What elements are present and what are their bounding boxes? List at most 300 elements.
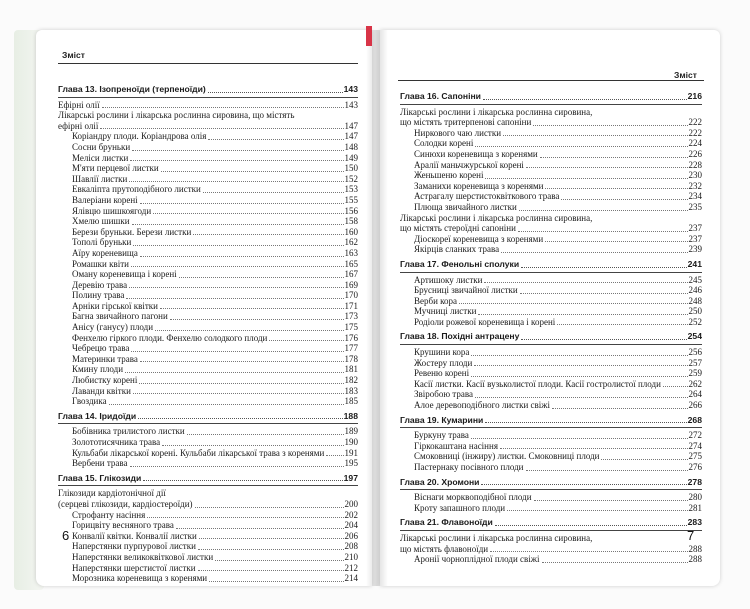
toc-entry-title: (серцеві глікозиди, кардіостероїди): [58, 498, 193, 509]
toc-page-number: 212: [344, 562, 358, 573]
dot-leader: [534, 500, 688, 501]
dot-leader: [471, 438, 688, 439]
toc-entry: [58, 184, 358, 195]
right-page: [380, 30, 720, 586]
dot-leader: [215, 560, 343, 561]
toc-entry: [58, 311, 358, 322]
dot-leader: [545, 241, 687, 242]
toc-entry: [58, 448, 358, 459]
dot-leader: [130, 160, 343, 161]
toc-entry: [58, 174, 358, 185]
dot-leader: [526, 470, 688, 471]
toc-entry-title: Валеріани корені: [72, 194, 138, 205]
toc-entry-title: Тополі бруньки: [72, 237, 132, 248]
toc-entry: [58, 573, 358, 584]
toc-page-number: 189: [344, 426, 358, 437]
toc-page-number: 155: [344, 194, 358, 205]
toc-page-number: 241: [687, 258, 702, 269]
dot-leader: [519, 210, 688, 211]
toc-entry-title: Буркуну трава: [414, 430, 469, 441]
dot-leader: [179, 277, 344, 278]
toc-page-number: 148: [344, 141, 358, 152]
toc-page-number: 214: [344, 573, 358, 584]
toc-entry-title: що містять стероїдні сапоніни: [400, 223, 516, 234]
toc-page-number: 224: [688, 138, 702, 149]
toc-page-number: 288: [688, 543, 702, 554]
dot-leader: [208, 139, 343, 140]
dot-leader: [126, 298, 343, 299]
toc-entry: [58, 531, 358, 542]
toc-page-number: 264: [688, 389, 702, 400]
toc-page-number: 235: [688, 201, 702, 212]
toc-entry: [400, 368, 702, 379]
toc-entry-title: Конвалії квітки. Конвалії листки: [72, 530, 197, 541]
toc-entry-title: Аїру кореневища: [72, 247, 138, 258]
toc-entry: [58, 552, 358, 563]
toc-entry: [58, 437, 358, 448]
toc-entry: [400, 554, 702, 565]
toc-page-number: 188: [343, 410, 358, 421]
toc-page-number: 170: [344, 290, 358, 301]
toc-entry-title: Берези бруньки. Берези листки: [72, 226, 192, 237]
toc-entry: [400, 389, 702, 400]
dot-leader: [518, 231, 688, 232]
toc-entry-title: Лікарські рослини і лікарська рослинна сировина,: [400, 106, 593, 117]
toc-entry-title: Ревеню корені: [414, 368, 470, 379]
dot-leader: [471, 355, 687, 356]
toc-entry: [58, 386, 358, 397]
toc-entry: [58, 100, 358, 111]
dot-leader: [132, 224, 344, 225]
toc-entry: [400, 138, 702, 149]
toc-entry-title: Якірців сланких трава: [414, 244, 500, 255]
toc-page-number: 167: [344, 269, 358, 280]
dot-leader: [160, 308, 344, 309]
toc-page-number: 226: [688, 148, 702, 159]
toc-entry-title: Синюхи кореневища з коренями: [414, 148, 538, 159]
dot-leader: [198, 570, 344, 571]
toc-entry-title: Гвоздика: [72, 396, 107, 407]
toc-page-number: 169: [344, 279, 358, 290]
dot-leader: [203, 192, 344, 193]
toc-page-number: 181: [344, 364, 358, 375]
dot-leader: [503, 135, 687, 136]
toc-entry: [58, 343, 358, 354]
chapter-heading: [58, 473, 358, 487]
toc-entry-title: Горицвіту весняного трава: [72, 520, 174, 531]
dot-leader: [485, 178, 687, 179]
toc-page-number: 150: [344, 163, 358, 174]
toc-entry-title: Анісу (ганусу) плоди: [72, 322, 154, 333]
toc-page-number: 153: [344, 184, 358, 195]
toc-entry: [58, 375, 358, 386]
toc-entry: [400, 181, 702, 192]
toc-entry: [58, 227, 358, 238]
toc-entry-title: Ялівцю шишкоягоди: [72, 205, 152, 216]
toc-page-number: 268: [687, 414, 702, 425]
toc-entry-title: Крушини кора: [414, 347, 470, 358]
toc-page-number: 185: [344, 396, 358, 407]
toc-entry: [400, 441, 702, 452]
toc-entry-title: Сосни бруньки: [72, 141, 131, 152]
dot-leader: [140, 203, 344, 204]
toc-page-number: 143: [343, 84, 358, 94]
left-header-rule: [58, 63, 358, 64]
dot-leader: [459, 303, 687, 304]
toc-entry-title: Чебрецю трава: [72, 343, 130, 354]
toc-entry: [58, 121, 358, 132]
toc-page-number: 202: [344, 509, 358, 520]
toc-entry-title: Артишоку листки: [414, 274, 483, 285]
toc-page-number: 173: [344, 311, 358, 322]
toc-page-number: 149: [344, 152, 358, 163]
left-toc: [58, 80, 358, 584]
toc-entry-title: Глава 20. Хромони: [400, 476, 480, 487]
toc-page-number: 272: [688, 430, 702, 441]
toc-entry-title: Деревію трава: [72, 279, 128, 290]
toc-entry-title: Аралії маньчжурської корені: [414, 159, 524, 170]
dot-leader: [601, 459, 687, 460]
toc-entry: [58, 364, 358, 375]
toc-entry: [58, 541, 358, 552]
toc-entry: [400, 347, 702, 358]
dot-leader: [208, 92, 343, 93]
toc-entry-title: Глава 13. Ізопреноїди (терпеноїди): [58, 84, 206, 94]
right-header-title: Зміст: [674, 70, 697, 80]
toc-entry-title: Золототисячника трава: [72, 437, 161, 447]
chapter-heading: [400, 477, 702, 491]
dot-leader: [542, 562, 688, 563]
toc-entry-title: Брусниці звичайної листки: [414, 285, 518, 296]
chapter-heading: [400, 331, 702, 345]
toc-page-number: 250: [688, 306, 702, 317]
toc-entry: [400, 306, 702, 317]
toc-entry: [58, 153, 358, 164]
toc-entry-title: М'яти перцевої листки: [72, 163, 159, 174]
dot-leader: [663, 386, 688, 387]
dot-leader: [138, 418, 343, 419]
dot-leader: [187, 434, 344, 435]
toc-entry: [58, 237, 358, 248]
toc-entry: [400, 149, 702, 160]
toc-entry-title: Алое деревоподібного листки свіжі: [414, 400, 550, 411]
toc-page-number: 147: [344, 131, 358, 142]
dot-leader: [485, 422, 686, 423]
dot-leader: [557, 324, 687, 325]
toc-entry: [400, 128, 702, 139]
chapter-heading: [400, 91, 702, 105]
chapter-heading: [400, 259, 702, 273]
dot-leader: [471, 376, 687, 377]
toc-entry-title: Шавлії листки: [72, 173, 128, 184]
toc-page-number: 175: [344, 322, 358, 333]
toc-page-number: 280: [688, 492, 702, 503]
dot-leader: [195, 507, 344, 508]
toc-entry-title: Глава 21. Флавоноїди: [400, 517, 493, 528]
dot-leader: [478, 314, 687, 315]
toc-entry-title: Касії листки. Касії вузьколистої плоди. Касії гостролистої плоди: [414, 378, 661, 389]
toc-page-number: 276: [688, 462, 702, 472]
toc-entry: [400, 160, 702, 171]
toc-page-number: 275: [688, 451, 702, 462]
toc-page-number: 204: [344, 520, 358, 531]
dot-leader: [209, 581, 343, 582]
toc-entry-title: Глікозиди кардіотонічної дії: [58, 488, 166, 499]
toc-page-number: 182: [344, 375, 358, 386]
toc-page-number: 197: [343, 472, 358, 483]
toc-entry: [400, 213, 702, 224]
toc-entry-title: Аронії чорноплідної плоди свіжі: [414, 554, 540, 565]
dot-leader: [153, 213, 343, 214]
toc-page-number: 266: [688, 400, 702, 411]
dot-leader: [131, 351, 343, 352]
dot-leader: [170, 319, 344, 320]
toc-page-number: 152: [344, 173, 358, 184]
toc-entry: [400, 202, 702, 213]
toc-page-number: 183: [344, 385, 358, 396]
toc-entry: [400, 191, 702, 202]
toc-entry: [58, 520, 358, 531]
dot-leader: [552, 408, 688, 409]
dot-leader: [521, 339, 686, 340]
toc-entry-title: Меліси листки: [72, 152, 129, 163]
dot-leader: [140, 256, 344, 257]
toc-entry-title: Астрагалу шерстистоквіткового трава: [414, 191, 560, 202]
left-page: [36, 30, 372, 586]
toc-entry-title: Бобівника трилистого листки: [72, 426, 185, 437]
toc-entry-title: Верби кора: [414, 295, 458, 306]
toc-entry-title: Віснаги морквоподібної плоди: [414, 492, 532, 503]
toc-entry-title: Коріандру плоди. Коріандрова олія: [72, 131, 207, 142]
toc-entry: [400, 533, 702, 544]
toc-entry-title: Наперстянки шерстистої листки: [72, 562, 196, 573]
toc-page-number: 232: [688, 180, 702, 191]
left-page-number: 6: [62, 528, 70, 543]
toc-entry: [58, 290, 358, 301]
toc-entry-title: Заманихи кореневища з коренями: [414, 180, 544, 191]
toc-entry: [58, 131, 358, 142]
dot-leader: [109, 404, 344, 405]
dot-leader: [198, 549, 344, 550]
dot-leader: [193, 234, 343, 235]
toc-page-number: 248: [688, 295, 702, 306]
toc-entry: [58, 322, 358, 333]
dot-leader: [495, 525, 687, 526]
toc-page-number: 177: [344, 343, 358, 354]
dot-leader: [475, 397, 688, 398]
toc-entry: [58, 259, 358, 270]
dot-leader: [483, 99, 687, 100]
toc-entry-title: Женьшеню корені: [414, 170, 484, 181]
toc-entry: [58, 426, 358, 437]
toc-page-number: 281: [688, 502, 702, 513]
toc-entry-title: Евкаліпта прутоподібного листки: [72, 184, 201, 195]
toc-entry-title: Глава 18. Похідні антрацену: [400, 331, 520, 342]
toc-entry: [58, 269, 358, 280]
dot-leader: [481, 484, 686, 485]
dot-leader: [133, 245, 343, 246]
dot-leader: [526, 167, 688, 168]
toc-page-number: 208: [344, 541, 358, 552]
toc-page-number: 283: [687, 517, 702, 528]
toc-entry: [400, 400, 702, 411]
toc-page-number: 230: [688, 170, 702, 181]
dot-leader: [521, 267, 687, 268]
toc-entry-title: Наперстянки пурпурової листки: [72, 541, 196, 552]
toc-page-number: 246: [688, 285, 702, 296]
toc-entry-title: Жостеру плоди: [414, 357, 473, 368]
toc-page-number: 257: [688, 357, 702, 368]
dot-leader: [199, 538, 344, 539]
toc-entry: [58, 216, 358, 227]
toc-entry-title: Лікарські рослини і лікарська рослинна сировина,: [400, 532, 593, 543]
toc-entry: [400, 379, 702, 390]
toc-entry-title: Діоскореї кореневища з коренями: [414, 233, 544, 244]
toc-entry-title: Мучниці листки: [414, 306, 477, 317]
toc-page-number: 156: [344, 205, 358, 216]
toc-entry: [400, 223, 702, 234]
toc-entry-title: Плюща звичайного листки: [414, 201, 517, 212]
toc-entry-title: Любистку корені: [72, 375, 138, 386]
toc-entry: [400, 275, 702, 286]
toc-page-number: 200: [344, 498, 358, 509]
toc-page-number: 237: [688, 223, 702, 234]
dot-leader: [102, 107, 344, 108]
toc-page-number: 178: [344, 353, 358, 364]
dot-leader: [484, 282, 687, 283]
dot-leader: [161, 171, 344, 172]
bookmark-ribbon: [366, 26, 372, 46]
toc-entry-title: Гіркокаштана насіння: [414, 440, 498, 451]
toc-entry: [58, 163, 358, 174]
toc-entry: [400, 462, 702, 473]
toc-entry-title: ефірні олії: [58, 120, 99, 131]
dot-leader: [147, 517, 343, 518]
toc-entry: [400, 358, 702, 369]
toc-entry: [400, 234, 702, 245]
toc-page-number: 162: [344, 237, 358, 248]
toc-page-number: 234: [688, 191, 702, 202]
toc-page-number: 210: [344, 551, 358, 562]
toc-entry: [58, 354, 358, 365]
dot-leader: [490, 551, 687, 552]
toc-entry: [400, 117, 702, 128]
toc-entry-title: Материнки трава: [72, 353, 138, 364]
toc-page-number: 288: [688, 554, 702, 565]
toc-entry-title: що містять тритерпенові сапоніни: [400, 117, 532, 128]
toc-page-number: 160: [344, 226, 358, 237]
toc-entry-title: Фенхелю гіркого плоди. Фенхелю солодкого плоди: [72, 332, 268, 343]
toc-entry-title: Глава 17. Фенольні сполуки: [400, 258, 520, 269]
dot-leader: [125, 372, 343, 373]
dot-leader: [545, 188, 687, 189]
right-toc: [400, 87, 702, 565]
toc-entry: [400, 296, 702, 307]
toc-page-number: 252: [688, 316, 702, 327]
dot-leader: [131, 266, 344, 267]
toc-entry-title: Ефірні олії: [58, 99, 100, 110]
chapter-heading: [400, 415, 702, 429]
toc-page-number: 278: [687, 476, 702, 487]
toc-entry: [400, 317, 702, 328]
dot-leader: [139, 383, 343, 384]
toc-entry-title: Строфанту насіння: [72, 509, 146, 520]
toc-page-number: 228: [688, 159, 702, 170]
toc-entry: [400, 503, 702, 514]
toc-page-number: 163: [344, 247, 358, 258]
toc-entry-title: Глава 16. Сапоніни: [400, 91, 481, 101]
dot-leader: [100, 128, 343, 129]
toc-page-number: 165: [344, 258, 358, 269]
toc-entry: [58, 488, 358, 499]
dot-leader: [326, 455, 343, 456]
toc-entry: [400, 170, 702, 181]
toc-page-number: 171: [344, 300, 358, 311]
toc-entry-title: Звіробою трава: [414, 389, 473, 400]
book-spine: [366, 30, 388, 586]
dot-leader: [130, 466, 344, 467]
toc-page-number: 190: [344, 437, 358, 447]
dot-leader: [140, 361, 344, 362]
toc-entry: [58, 458, 358, 469]
toc-entry-title: Багна звичайного пагони: [72, 311, 168, 322]
toc-page-number: 216: [687, 91, 702, 101]
toc-entry-title: Хмелю шишки: [72, 216, 130, 227]
toc-page-number: 245: [688, 274, 702, 285]
toc-page-number: 256: [688, 347, 702, 358]
toc-page-number: 143: [344, 99, 358, 110]
dot-leader: [561, 199, 687, 200]
dot-leader: [155, 330, 343, 331]
toc-entry-title: Лаванди квітки: [72, 385, 131, 396]
toc-entry: [58, 301, 358, 312]
toc-entry-title: Лікарські рослини і лікарська рослинна сировина,: [400, 212, 593, 223]
toc-page-number: 176: [344, 332, 358, 343]
toc-page-number: 259: [688, 368, 702, 379]
toc-entry: [400, 544, 702, 555]
toc-page-number: 239: [688, 244, 702, 255]
left-header-title: Зміст: [62, 50, 85, 60]
toc-entry-title: Кроту запашного плоди: [414, 502, 506, 513]
chapter-heading: [58, 84, 358, 98]
toc-entry-title: що містять флавоноїди: [400, 543, 489, 554]
toc-entry-title: Арніки гірської квітки: [72, 300, 158, 311]
toc-entry: [58, 248, 358, 259]
toc-page-number: 237: [688, 233, 702, 244]
toc-entry: [400, 107, 702, 118]
dot-leader: [129, 287, 343, 288]
right-header-rule: [398, 80, 704, 81]
toc-page-number: 191: [344, 447, 358, 458]
right-page-number: 7: [687, 528, 695, 543]
toc-entry-title: Наперстянки великоквіткової листки: [72, 551, 214, 562]
toc-entry: [58, 195, 358, 206]
dot-leader: [176, 528, 344, 529]
dot-leader: [475, 146, 687, 147]
toc-entry-title: Оману кореневища і корені: [72, 269, 177, 280]
toc-entry-title: Смоковниці (інжиру) листки. Смоковниці плоди: [414, 451, 600, 462]
toc-page-number: 222: [688, 117, 702, 128]
dot-leader: [162, 445, 343, 446]
toc-entry: [58, 280, 358, 291]
dot-leader: [129, 181, 343, 182]
dot-leader: [501, 252, 687, 253]
dot-leader: [269, 340, 343, 341]
dot-leader: [520, 293, 688, 294]
toc-entry: [400, 451, 702, 462]
toc-entry: [400, 492, 702, 503]
toc-entry: [58, 206, 358, 217]
